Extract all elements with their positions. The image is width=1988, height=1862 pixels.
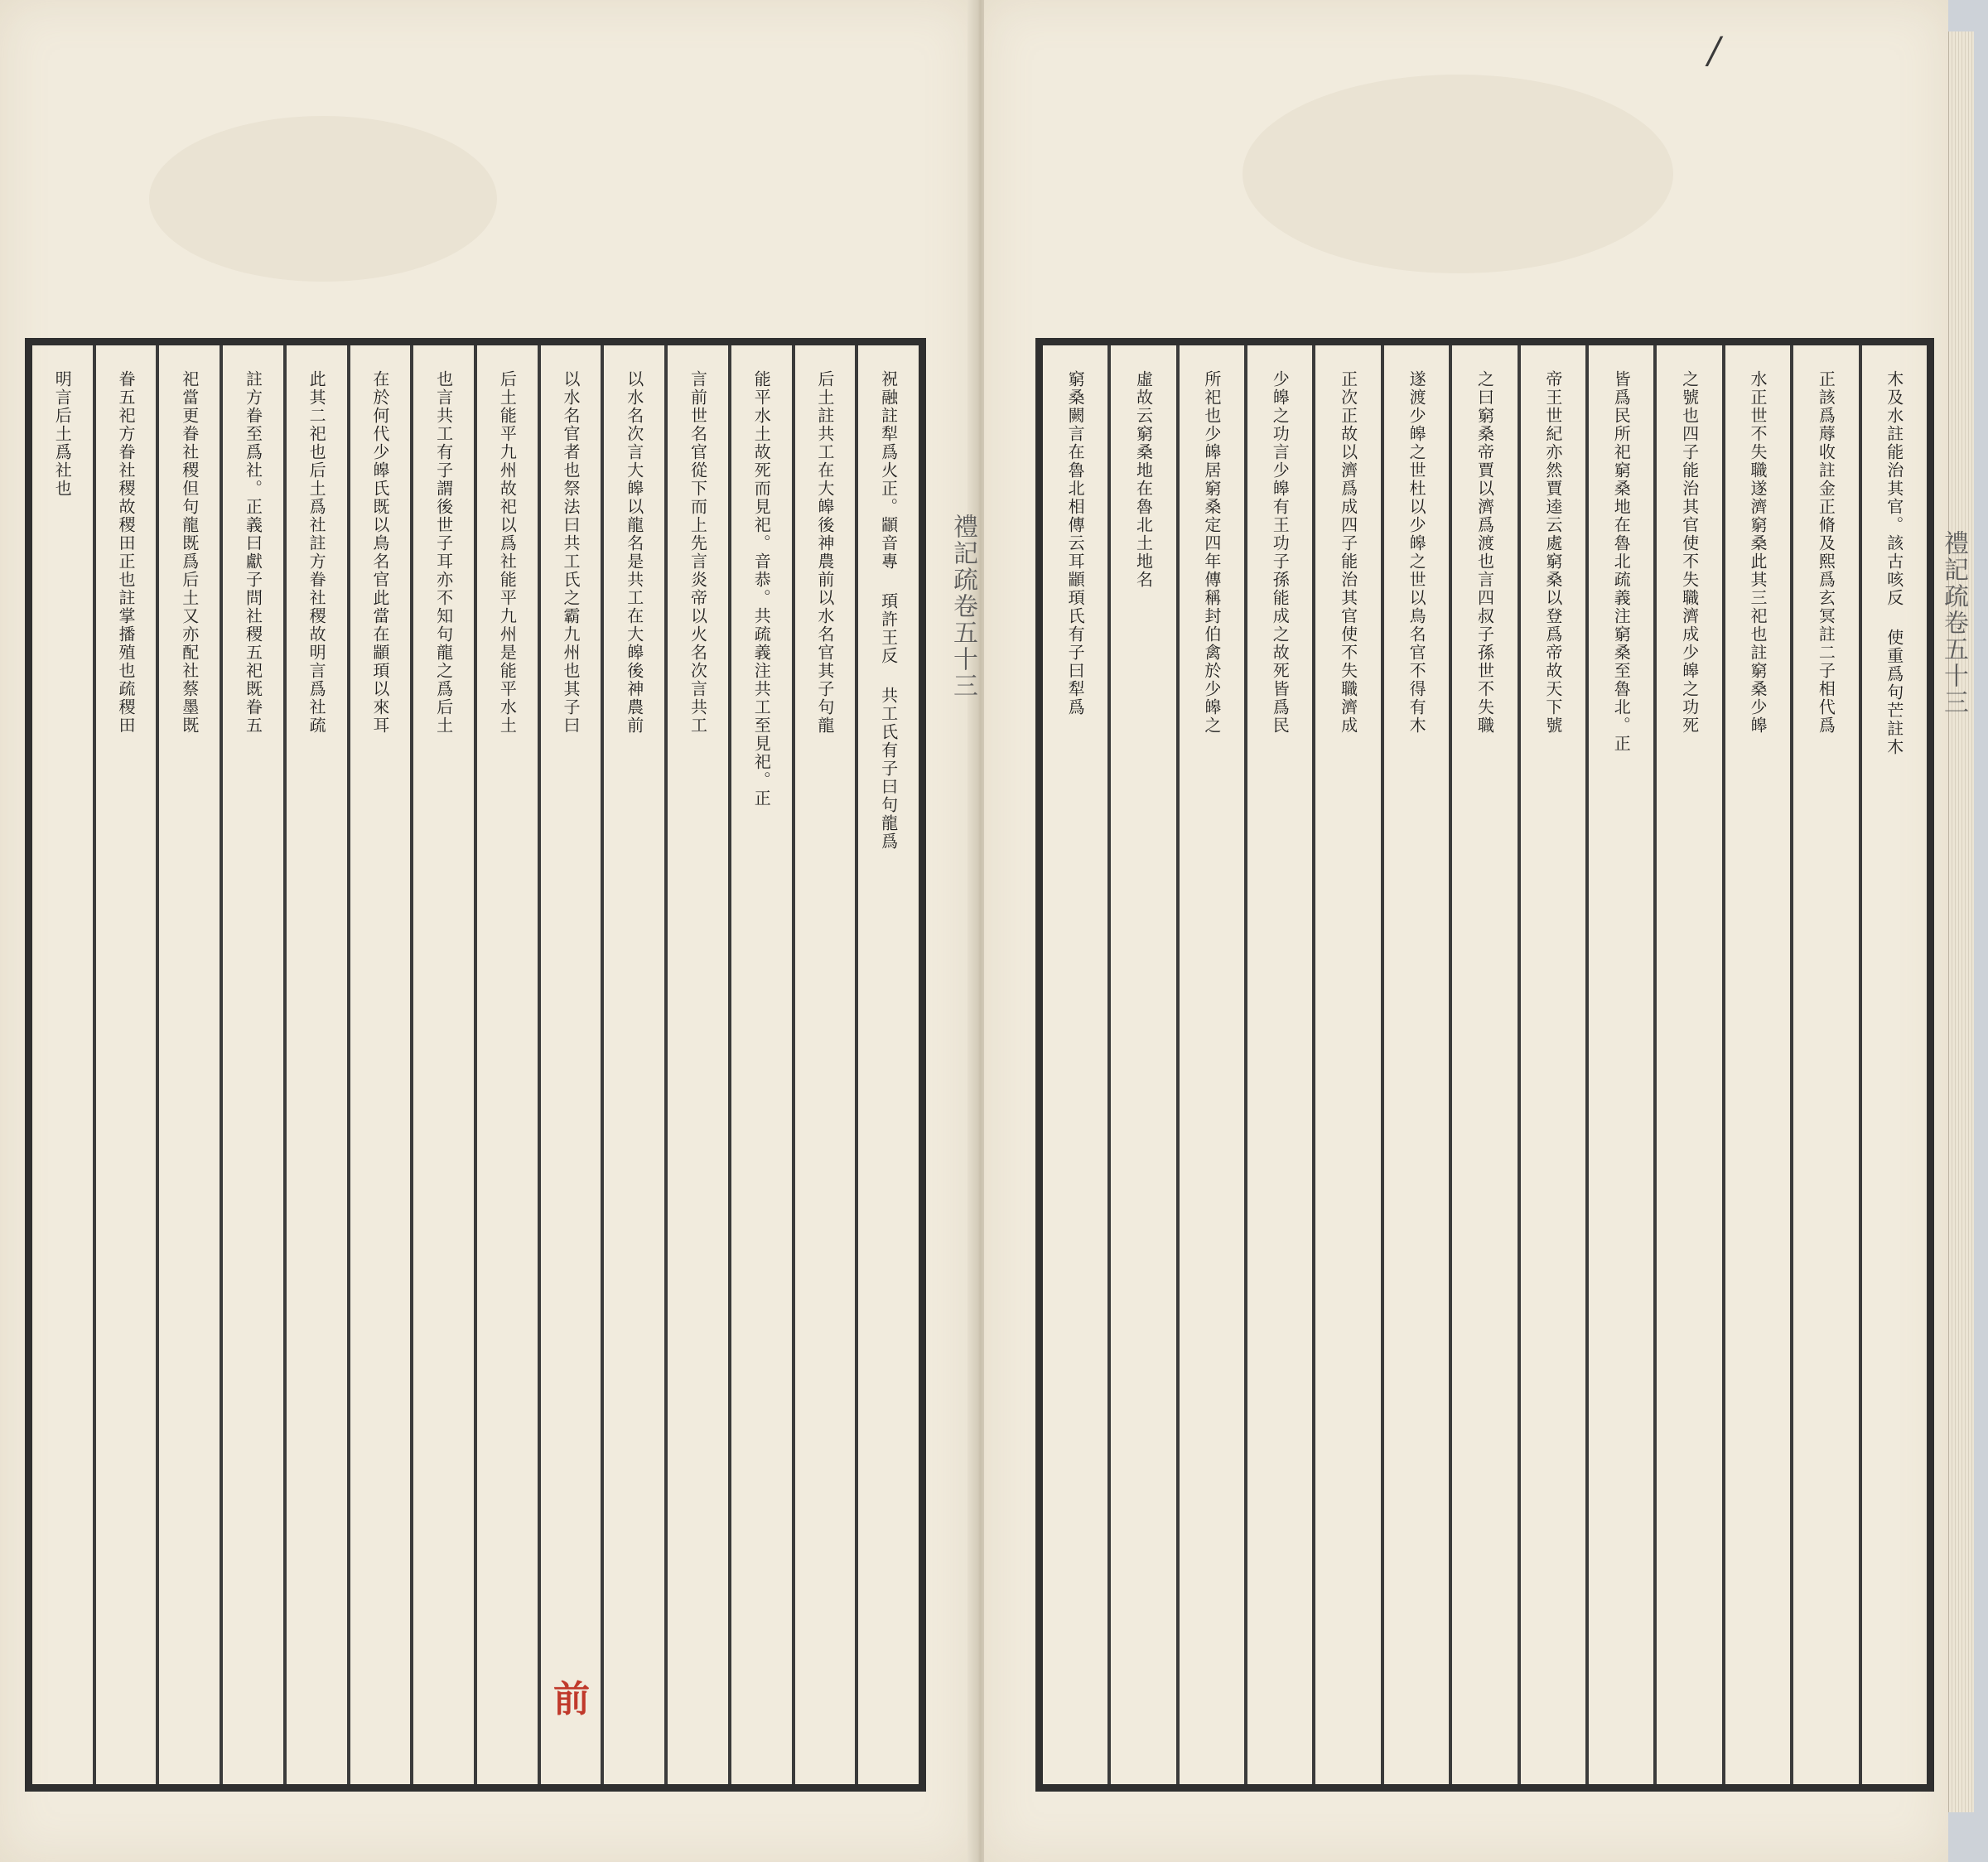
column-text: 遂渡少皞之世杜以少皞之世以鳥名官不得有木 [1407,370,1427,735]
text-column [1381,345,1449,1784]
text-column [156,345,220,1784]
text-column [1043,345,1107,1784]
left-columns [32,345,919,1784]
text-column [1722,345,1790,1784]
column-text: 能平水土故死而見祀。音恭。共疏義注共工至見祀。正 [751,370,772,808]
column-text: 之號也四子能治其官使不失職濟成少皞之功死 [1679,370,1700,735]
column-text: 在於何代少皞氏既以鳥名官此當在顓頊以來耳 [369,370,390,735]
column-text: 正次正故以濟爲成四子能治其官使不失職濟成 [1338,370,1358,735]
text-column [855,345,919,1784]
text-column [1790,345,1858,1784]
column-text: 以水名官者也祭法曰共工氏之霸九州也其子曰 [561,370,581,735]
column-text: 帝王世紀亦然賈逵云處窮桑以登爲帝故天下號 [1542,370,1563,735]
text-column [538,345,601,1784]
text-column [283,345,347,1784]
column-text: 所祀也少皞居窮桑定四年傳稱封伯禽於少皞之 [1201,370,1222,735]
column-text: 註方眷至爲社。正義曰獻子問社稷五祀既眷五 [243,370,263,735]
column-text: 后土註共工在大皞後神農前以水名官其子句龍 [814,370,835,735]
text-column [1449,345,1517,1784]
paper-stain [1242,75,1673,273]
text-column [1653,345,1721,1784]
column-text: 后土能平九州故祀以爲社能平九州是能平水土 [497,370,518,735]
text-column [1518,345,1585,1784]
red-seal-mark: 前 [553,1678,590,1720]
column-text: 以水名次言大皞以龍名是共工在大皞後神農前 [624,370,644,735]
text-column [32,345,93,1784]
column-text: 少皞之功言少皞有王功子孫能成之故死皆爲民 [1270,370,1291,735]
text-column [792,345,856,1784]
column-text: 明言后土爲社也 [52,370,73,498]
text-column [410,345,474,1784]
left-banxin-title: 禮記疏卷五十三 [948,514,977,699]
column-text: 言前世名官從下而上先言炎帝以火名次言共工 [688,370,708,735]
text-column [1176,345,1244,1784]
text-column [664,345,728,1784]
text-column [220,345,283,1784]
text-column [1244,345,1312,1784]
text-column [601,345,664,1784]
column-text: 虛故云窮桑地在魯北土地名 [1133,370,1154,589]
column-text: 正該爲蓐收註金正脩及熙爲玄冥註二子相代爲 [1816,370,1836,735]
right-banxin-title: 禮記疏卷五十三 [1939,530,1968,716]
column-text: 窮桑闕言在魯北相傳云耳顓頊氏有子曰犁爲 [1065,370,1086,716]
text-column [728,345,792,1784]
left-text-frame [25,338,926,1792]
page-mark: / [1708,30,1720,72]
column-text: 水正世不失職遂濟窮桑此其三祀也註窮桑少皞 [1748,370,1768,735]
text-column [93,345,157,1784]
text-column [474,345,538,1784]
column-text: 祀當更眷社稷但句龍既爲后土又亦配社蔡墨既 [179,370,200,735]
right-columns [1043,345,1927,1784]
text-column [347,345,411,1784]
page-edges [1948,31,1974,1812]
paper-stain [149,116,497,282]
column-text: 祝融註犁爲火正。顓音專 頊許王反 共工氏有子曰句龍爲 [878,370,899,851]
column-text: 之曰窮桑帝賈以濟爲渡也言四叔子孫世不失職 [1474,370,1495,735]
text-column [1859,345,1927,1784]
text-column [1107,345,1175,1784]
column-text: 也言共工有子謂後世子耳亦不知句龍之爲后土 [433,370,454,735]
text-column [1312,345,1380,1784]
column-text: 眷五祀方眷社稷故稷田正也註掌播殖也疏稷田 [116,370,137,735]
right-text-frame [1035,338,1934,1792]
text-column [1585,345,1653,1784]
column-text: 木及水註能治其官。該古咳反 使重爲句芒註木 [1884,370,1904,756]
column-text: 皆爲民所祀窮桑地在魯北疏義注窮桑至魯北。正 [1611,370,1632,753]
column-text: 此其二祀也后土爲社註方眷社稷故明言爲社疏 [306,370,327,735]
